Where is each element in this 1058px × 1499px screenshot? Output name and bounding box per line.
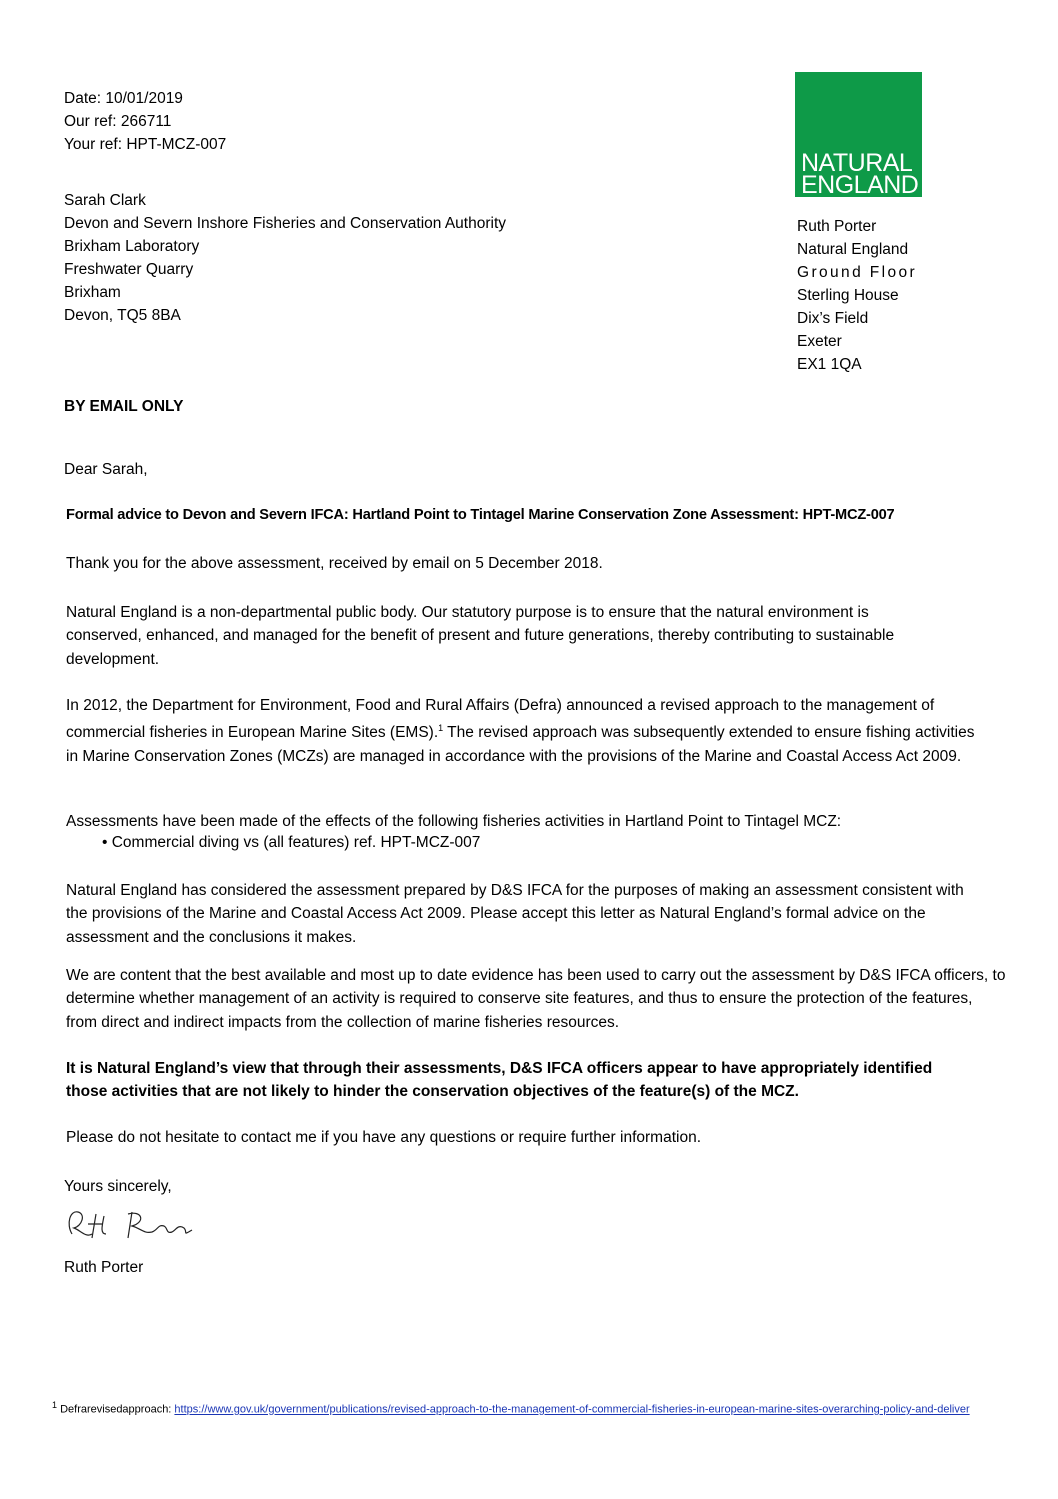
footnote-ref: 1 [438, 723, 444, 734]
recipient-line-3: Brixham Laboratory [64, 238, 200, 255]
recipient-name: Sarah Clark [64, 192, 146, 209]
sender-postcode: EX1 1QA [797, 356, 862, 373]
paragraph-5: Natural England has considered the assessment prepared by D&S IFCA for the purposes of making an assessment consistent with the provisions of the Marine and Coastal Access Act 2009. Please accept this letter as Natural England’s formal advice on the assessment and the conclusions it makes. [66, 882, 964, 946]
paragraph-7-conclusion: It is Natural England’s view that through their assessments, D&S IFCA officers appear to have appropriately identified those activities that are not likely to hinder the conservation objectives of the feature(s) of the MCZ. [66, 1060, 933, 1101]
sender-street: Dix’s Field [797, 310, 869, 327]
sender-floor: Ground Floor [797, 264, 918, 281]
logo-line-1: NATURAL [801, 149, 913, 177]
paragraph-8: Please do not hesitate to contact me if you have any questions or require further information. [66, 1129, 702, 1146]
sender-building: Sterling House [797, 287, 899, 304]
footnote-link[interactable]: https://www.gov.uk/government/publications/revised-approach-to-the-management-of-commercial-fisheries-in-european-marine-sites-overarching-policy-and-deliver [174, 1403, 970, 1416]
activity-bullet: • Commercial diving vs (all features) ref. HPT-MCZ-007 [102, 834, 481, 851]
paragraph-3-end: The revised approach was subsequently extended to ensure fishing activities in Marine Conservation Zones (MCZs) are managed in accordance with the provisions of the Marine and Coastal Access Act 2009. [66, 724, 975, 765]
sender-city: Exeter [797, 333, 842, 350]
recipient-line-6: Devon, TQ5 8BA [64, 307, 181, 324]
our-ref-line: Our ref: 266711 [64, 113, 172, 130]
footnote [52, 1399, 1002, 1417]
recipient-line-4: Freshwater Quarry [64, 261, 194, 278]
recipient-line-5: Brixham [64, 284, 121, 301]
salutation: Dear Sarah, [64, 461, 148, 478]
paragraph-6: We are content that the best available and most up to date evidence has been used to carry out the assessment by D&S IFCA officers, to determine whether management of an activity is required to conserve site features, and thus to ensure the protection of the features, from direct and indirect impacts from the collection of marine fisheries resources. [66, 967, 1006, 1031]
date-line: Date: 10/01/2019 [64, 90, 183, 107]
sender-name: Ruth Porter [797, 218, 877, 235]
natural-england-logo [795, 72, 922, 197]
signature [62, 1204, 202, 1249]
paragraph-1: Thank you for the above assessment, received by email on 5 December 2018. [66, 555, 603, 572]
footnote-number: 1 [52, 1400, 58, 1410]
recipient-org: Devon and Severn Inshore Fisheries and Conservation Authority [64, 215, 506, 232]
by-email-only: BY EMAIL ONLY [64, 398, 184, 415]
paragraph-3-start: In 2012, the Department for Environment, Food and Rural Affairs (Defra) announced a revised approach to the management of commercial fisheries in European Marine Sites (EMS). [66, 697, 935, 742]
paragraph-2: Natural England is a non-departmental public body. Our statutory purpose is to ensure that the natural environment is conserved, enhanced, and managed for the benefit of present and future generations, thereby contributing to sustainable development. [66, 604, 895, 668]
sender-org: Natural England [797, 241, 909, 258]
subject-line: Formal advice to Devon and Severn IFCA: Hartland Point to Tintagel Marine Conservation Zone Assessment: HPT-MCZ-007 [66, 507, 895, 523]
paragraph-3 [66, 694, 986, 768]
closing: Yours sincerely, [64, 1178, 172, 1195]
sender-address [797, 215, 917, 376]
your-ref-line: Your ref: HPT-MCZ-007 [64, 136, 227, 153]
recipient-address [64, 189, 506, 327]
paragraph-4: Assessments have been made of the effects of the following fisheries activities in Hartland Point to Tintagel MCZ: [66, 813, 842, 830]
signed-name: Ruth Porter [64, 1259, 144, 1276]
letter-header [64, 87, 226, 156]
footnote-label: Defrarevisedapproach: [60, 1403, 175, 1416]
logo-line-2: ENGLAND [801, 171, 919, 199]
